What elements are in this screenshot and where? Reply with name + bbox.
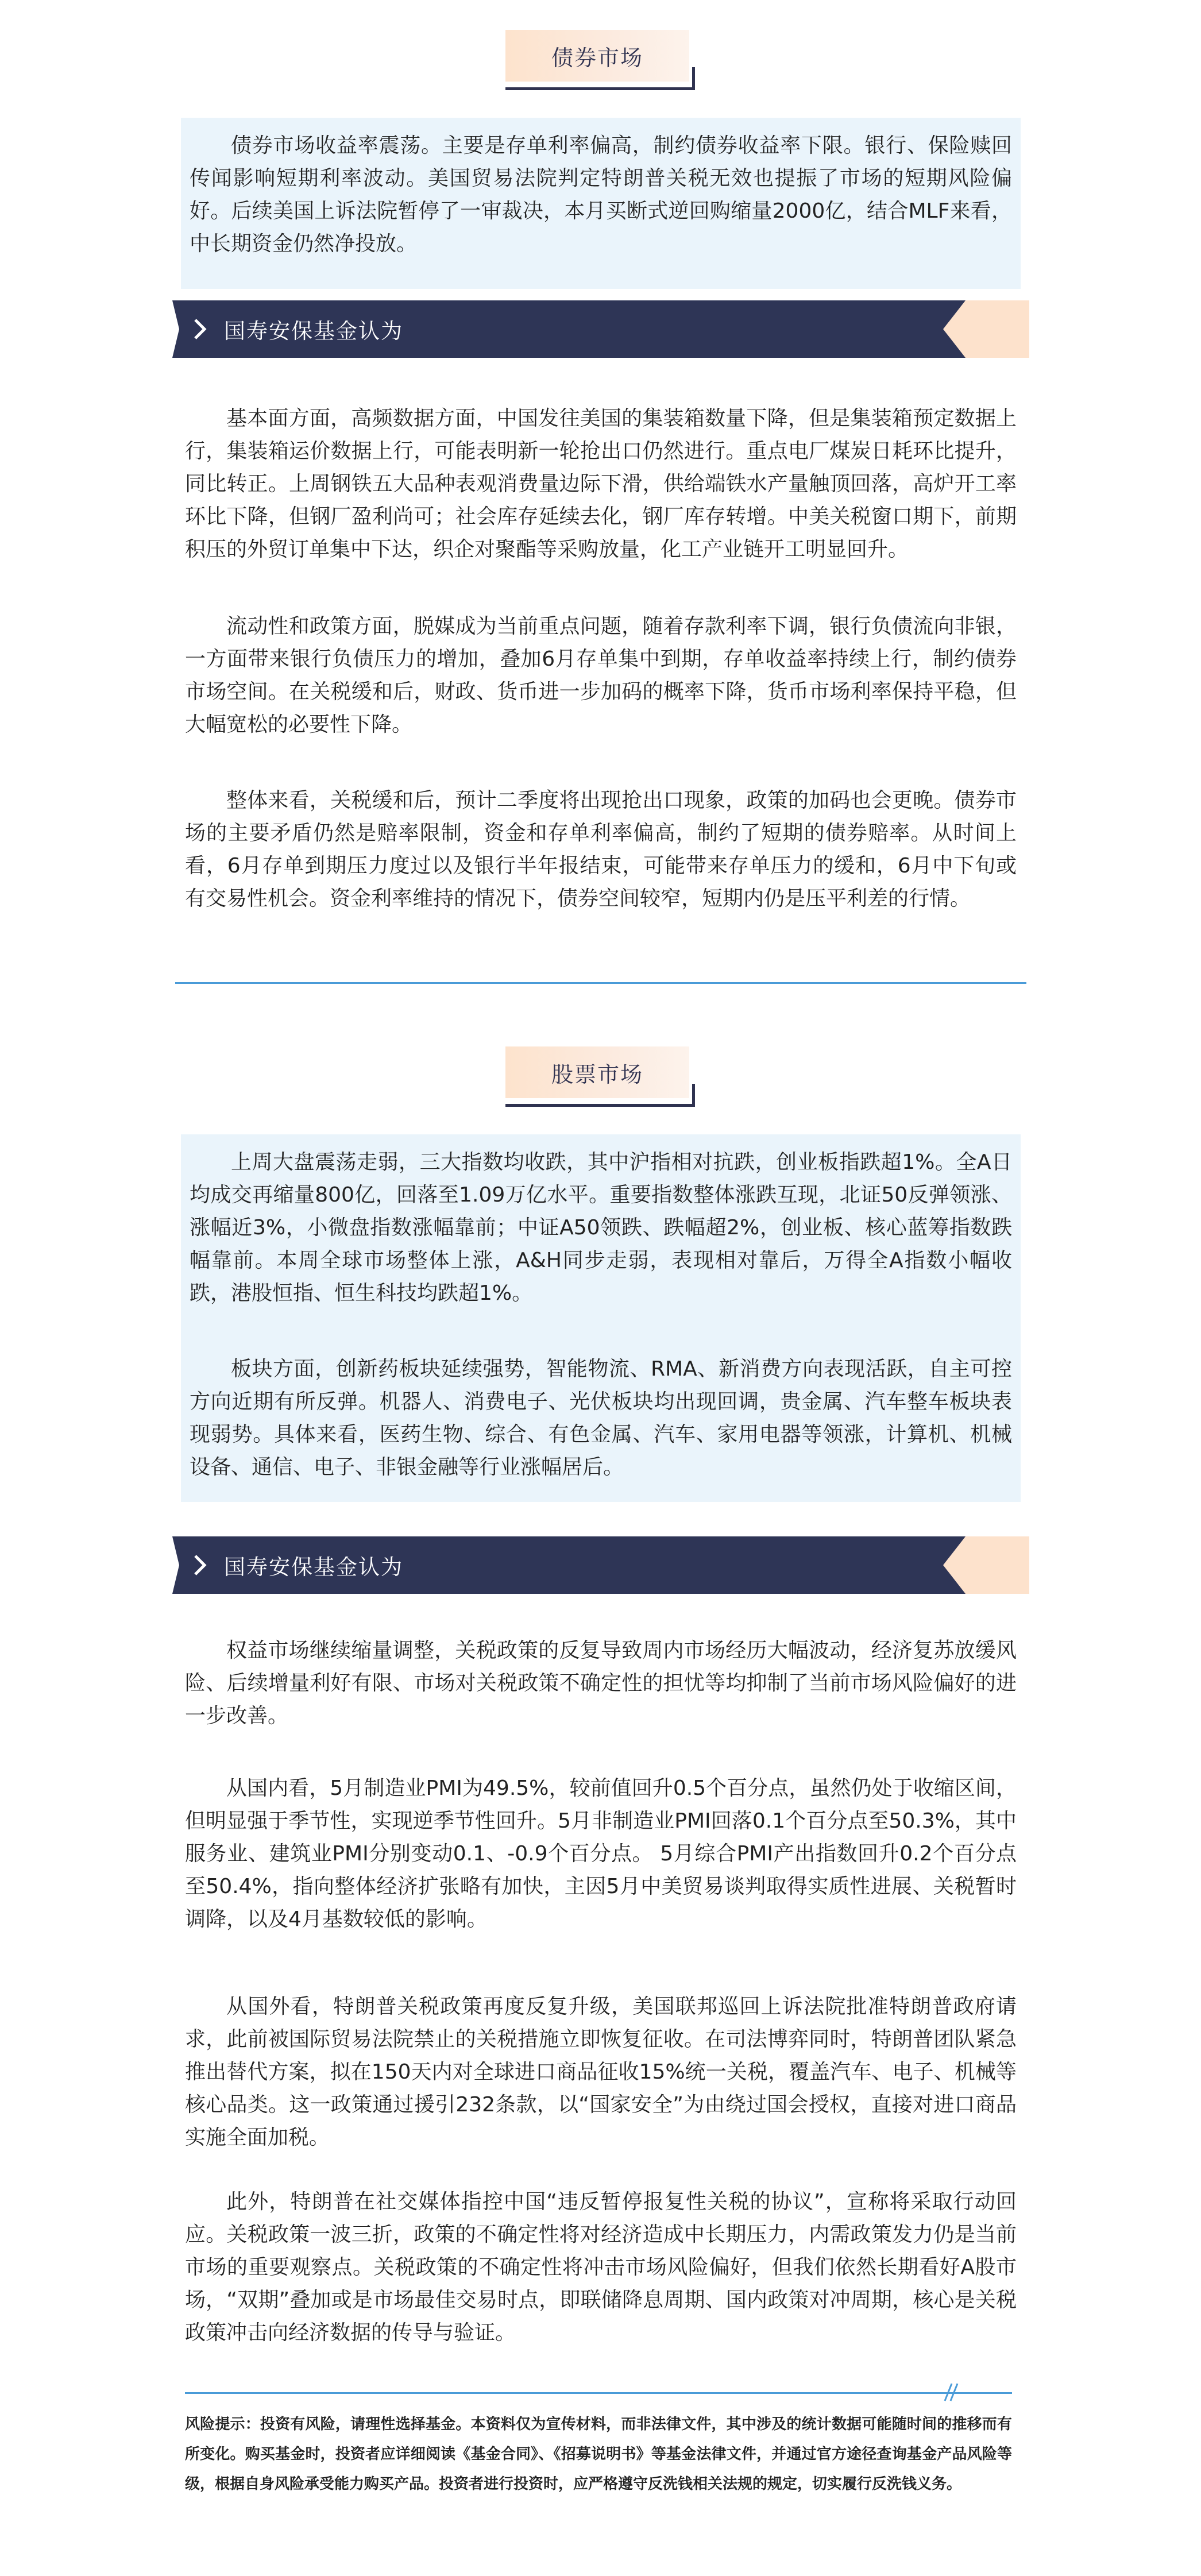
banner-peach-tab: [943, 300, 1029, 358]
title-underline: [505, 87, 695, 90]
stock-summary-text: 板块方面，创新药板块延续强势，智能物流、RMA、新消费方向表现活跃，自主可控方向近期有所反弹。机器人、消费电子、光伏板块均出现回调，贵金属、汽车整车板块表现弱势。具体来看，医药生物、综合、有色金属、汽车、家用电器等领涨，计算机、机械设备、通信、电子、非银金融等行业涨幅居后。: [190, 1357, 1012, 1479]
slash-mark-icon: [939, 2382, 962, 2402]
bond-banner-label: 国寿安保基金认为: [224, 319, 403, 343]
bond-opinion-banner: [172, 300, 1029, 358]
chevron-right-icon: [188, 318, 211, 341]
bond-section-title: [505, 30, 695, 87]
stock-summary-box: [181, 1134, 1021, 1502]
stock-summary-text: 上周大盘震荡走弱，三大指数均收跌，其中沪指相对抗跌，创业板指跌超1%。全A日均成交再缩量800亿，回落至1.09万亿水平。重要指数整体涨跌互现，北证50反弹领涨、涨幅近3%，小微盘指数涨幅靠前；中证A50领跌、跌幅超2%，创业板、核心蓝筹指数跌幅靠前。本周全球市场整体上涨，A&H同步走弱，表现相对靠后，万得全A指数小幅收跌，港股恒指、恒生科技均跌超1%。: [190, 1150, 1012, 1305]
stock-opinion-banner: [172, 1536, 1029, 1594]
bond-summary-text: 债券市场收益率震荡。主要是存单利率偏高，制约债券收益率下限。银行、保险赎回传闻影响短期利率波动。美国贸易法院判定特朗普关税无效也提振了市场的短期风险偏好。后续美国上诉法院暂停了一审裁决，本月买断式逆回购缩量2000亿，结合MLF来看，中长期资金仍然净投放。: [190, 134, 1012, 256]
stock-section-title: [505, 1046, 695, 1104]
footer-divider: [185, 2392, 1012, 2394]
bond-paragraph: 基本面方面，高频数据方面，中国发往美国的集装箱数量下降，但是集装箱预定数据上行，集装箱运价数据上行，可能表明新一轮抢出口仍然进行。重点电厂煤炭日耗环比提升，同比转正。上周钢铁五大品种表观消费量边际下滑，供给端铁水产量触顶回落，高炉开工率环比下降，但钢厂盈利尚可；社会库存延续去化，钢厂库存转增。中美关税窗口期下，前期积压的外贸订单集中下达，织企对聚酯等采购放量，化工产业链开工明显回升。: [185, 407, 1017, 561]
risk-notice: 风险提示：投资有风险，请理性选择基金。本资料仅为宣传材料，而非法律文件，其中涉及的统计数据可能随时间的推移而有所变化。购买基金时，投资者应详细阅读《基金合同》、《招募说明书》等基金法律文件，并通过官方途径查询基金产品风险等级，根据自身风险承受能力购买产品。投资者进行投资时，应严格遵守反洗钱相关法规的规定，切实履行反洗钱义务。: [185, 2416, 1012, 2493]
banner-notch: [172, 300, 179, 358]
stock-paragraph: 权益市场继续缩量调整，关税政策的反复导致周内市场经历大幅波动，经济复苏放缓风险、后续增量利好有限、市场对关税政策不确定性的担忧等均抑制了当前市场风险偏好的进一步改善。: [185, 1639, 1017, 1728]
stock-banner-label: 国寿安保基金认为: [224, 1555, 403, 1579]
banner-notch: [172, 1536, 179, 1594]
section-divider: [175, 982, 1026, 984]
bond-paragraph: 流动性和政策方面，脱媒成为当前重点问题，随着存款利率下调，银行负债流向非银，一方面带来银行负债压力的增加，叠加6月存单集中到期，存单收益率持续上行，制约债券市场空间。在关税缓和后，财政、货币进一步加码的概率下降，货币市场利率保持平稳，但大幅宽松的必要性下降。: [185, 615, 1017, 736]
bond-paragraph: 整体来看，关税缓和后，预计二季度将出现抢出口现象，政策的加码也会更晚。债券市场的主要矛盾仍然是赔率限制，资金和存单利率偏高，制约了短期的债券赔率。从时间上看，6月存单到期压力度过以及银行半年报结束，可能带来存单压力的缓和，6月中下旬或有交易性机会。资金利率维持的情况下，债券空间较窄，短期内仍是压平利差的行情。: [185, 789, 1017, 910]
stock-paragraph: 从国内看，5月制造业PMI为49.5%，较前值回升0.5个百分点，虽然仍处于收缩区间，但明显强于季节性，实现逆季节性回升。5月非制造业PMI回落0.1个百分点至50.3%，其中服务业、建筑业PMI分别变动0.1、-0.9个百分点。 5月综合PMI产出指数回升0.2个百分点至50.4%，指向整体经济扩张略有加快，主因5月中美贸易谈判取得实质性进展、关税暂时调降，以及4月基数较低的影响。: [185, 1776, 1017, 1931]
title-side-line: [692, 1084, 695, 1107]
title-side-line: [692, 67, 695, 90]
title-underline: [505, 1104, 695, 1107]
stock-paragraph: 从国外看，特朗普关税政策再度反复升级，美国联邦巡回上诉法院批准特朗普政府请求，此前被国际贸易法院禁止的关税措施立即恢复征收。在司法博弈同时，特朗普团队紧急推出替代方案，拟在150天内对全球进口商品征收15%统一关税，覆盖汽车、电子、机械等核心品类。这一政策通过援引232条款，以“国家安全”为由绕过国会授权，直接对进口商品实施全面加税。: [185, 1995, 1017, 2149]
banner-peach-tab: [943, 1536, 1029, 1594]
stock-title-text: 股票市场: [551, 1061, 643, 1087]
bond-title-text: 债券市场: [551, 45, 643, 71]
stock-paragraph: 此外，特朗普在社交媒体指控中国“违反暂停报复性关税的协议”，宣称将采取行动回应。关税政策一波三折，政策的不确定性将对经济造成中长期压力，内需政策发力仍是当前市场的重要观察点。关税政策的不确定性将冲击市场风险偏好，但我们依然长期看好A股市场，“双期”叠加或是市场最佳交易时点，即联储降息周期、国内政策对冲周期，核心是关税政策冲击向经济数据的传导与验证。: [185, 2190, 1017, 2345]
chevron-right-icon: [188, 1554, 211, 1577]
bond-summary-box: [181, 118, 1021, 289]
